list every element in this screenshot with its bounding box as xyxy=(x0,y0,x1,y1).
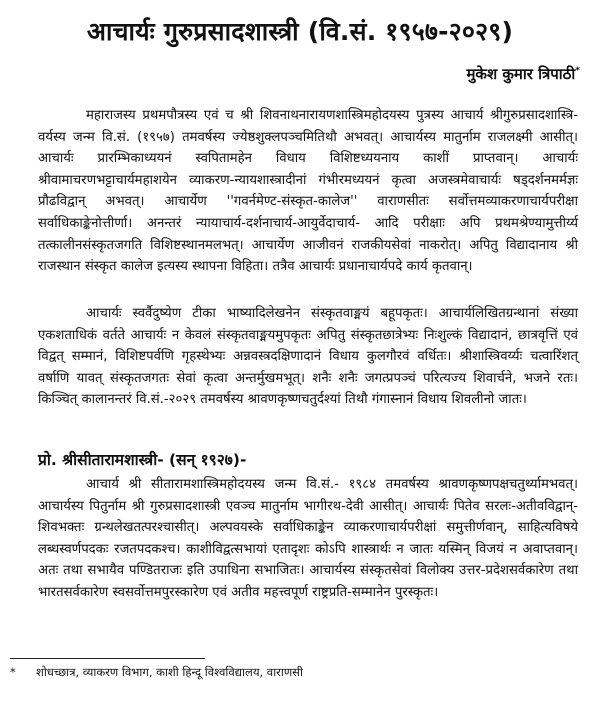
paragraph-3: आचार्य श्री सीतारामशास्त्रिमहोदयस्य जन्म वि.सं.- १९८४ तमवर्षस्य श्रावणकृष्णपक्षचतुर्थ्यामभवत्। आचार्यस्य पितुर्नाम श्री गुरुप्रसादशास्त्री एवञ्च मातुर्नाम भागीरथ-देवी आसीत्। आचार्यः पितेव सरलः-अतीवविद्वान्-शिवभक्तः ग्रन्थलेखतत्परश्चासीत्। अल्पवयस्के सर्वाधिकाङ्केन व्याकरणाचार्यपरीक्षां समुत्तीर्णवान्, साहित्यविषये लब्धस्वर्णपदकः रजतपदकश्च। काशीविद्वत्सभायां एतादृशः कोऽपि शास्त्रार्थः न जातः यस्मिन् विजयं न अवाप्तवान्। अतः तथा सभायैव पण्डितराजः इति उपाधिना सभाजितः। आचार्यस्य संस्कृतसेवां विलोक्य उत्तर-प्रदेशसर्वकारेण तथा भारतसर्वकारेण स्वसर्वोत्तमपुरस्कारेण एवं अतीव महत्त्वपूर्ण राष्ट्रप्रति-सम्मानेन पुरस्कृतः। xyxy=(38,477,578,600)
author-line xyxy=(466,64,580,84)
paragraph-2: आचार्यः स्वर्वैदुष्येण टीका भाष्यादिलेखनेन संस्कृतवाङ्मयं बहूपकृतः। आचार्यलिखितग्रन्थानां संख्या एकशताधिकं वर्तते आचार्यः न केवलं संस्कृतवाङ्मयमुपकृतः अपितु संस्कृतछात्रेभ्यः निःशुल्कं विद्यादानं, छात्रवृत्तिं एवं विद्वत् सम्मानं, विशिष्टपर्वणि गृहस्थेभ्यः अन्नवस्त्रदक्षिणादानं विधाय कुलगौरवं वर्धितः। श्रीशास्त्रिवर्य्यः चत्वारिंशत् वर्षाणि यावत् संस्कृतजगतः सेवां कृत्वा अन्तर्मुखमभूत्। शनैः शनैः जगत्प्रपञ्चं परित्यज्य शिवार्चने, भजने रतः। किञ्चित् कालानन्तरं वि.सं.-२०२९ तमवर्षस्य श्रावणकृष्णचतुर्दश्यां तिथौ गंगास्नानं विधाय शिवलीनो जातः। xyxy=(38,306,578,408)
section-heading: प्रो. श्रीसीतारामशास्त्री- (सन् १९२७)- xyxy=(38,451,247,469)
paragraph-1: महाराजस्य प्रथमपौत्रस्य एवं च श्री शिवनाथनारायणशास्त्रिमहोदयस्य पुत्रस्य आचार्य श्रीगुरुप्रसादशास्त्रि-वर्यस्य जन्म वि.सं. (१९५७) तमवर्षस्य ज्येष्ठशुक्लपञ्चमितिथौ अभवत्। आचार्यस्य मातुर्नाम राजलक्ष्मी आसीत्। आचार्यः प्रारम्भिकाध्ययनं स्वपितामहेन विधाय विशिष्टध्ययनाय काशीं प्राप्तवान्। आचार्यः श्रीवामाचरणभट्टाचार्यमहाशयेन व्याकरण-न्यायशास्त्रादीनां गंभीरमध्ययनं कृत्वा अजस्त्रमेवाचार्यः षड्दर्शनमर्मज्ञः प्रौढविद्वान् अभवत्। आचार्येण ''गवर्नमेण्ट-संस्कृत-कालेज'' वाराणसीतः सर्वोत्तमव्याकरणाचार्यपरीक्षा सर्वाधिकाङ्केनोत्तीर्णा। अनन्तरं न्यायाचार्य-दर्शनाचार्य-आयुर्वेदाचार्य- आदि परीक्षाः अपि प्रथमश्रेण्यामुत्तीर्य्य तत्कालीनसंस्कृतजगति विशिष्टस्थानमलभत्। आचार्येण आजीवनं राजकीयसेवां नाकरोत्। अपितु विद्यादानाय श्री राजस्थान संस्कृत कालेज इत्यस्य स्थापना विहिता। तत्रैव आचार्यः प्रधानाचार्यपदे कार्य कृतवान्। xyxy=(38,108,578,275)
footnote xyxy=(10,665,303,680)
footnote-text: शोधच्छात्र, व्याकरण विभाग, काशी हिन्दू विश्वविद्यालय, वाराणसी xyxy=(36,665,303,679)
footnote-divider xyxy=(10,658,205,659)
footnote-mark: * xyxy=(10,665,16,679)
author-footnote-mark: * xyxy=(575,66,580,76)
author-name: मुकेश कुमार त्रिपाठी xyxy=(466,65,576,83)
article-title: आचार्यः गुरुप्रसादशास्त्री (वि.सं. १९५७-२०२९) xyxy=(86,17,514,46)
